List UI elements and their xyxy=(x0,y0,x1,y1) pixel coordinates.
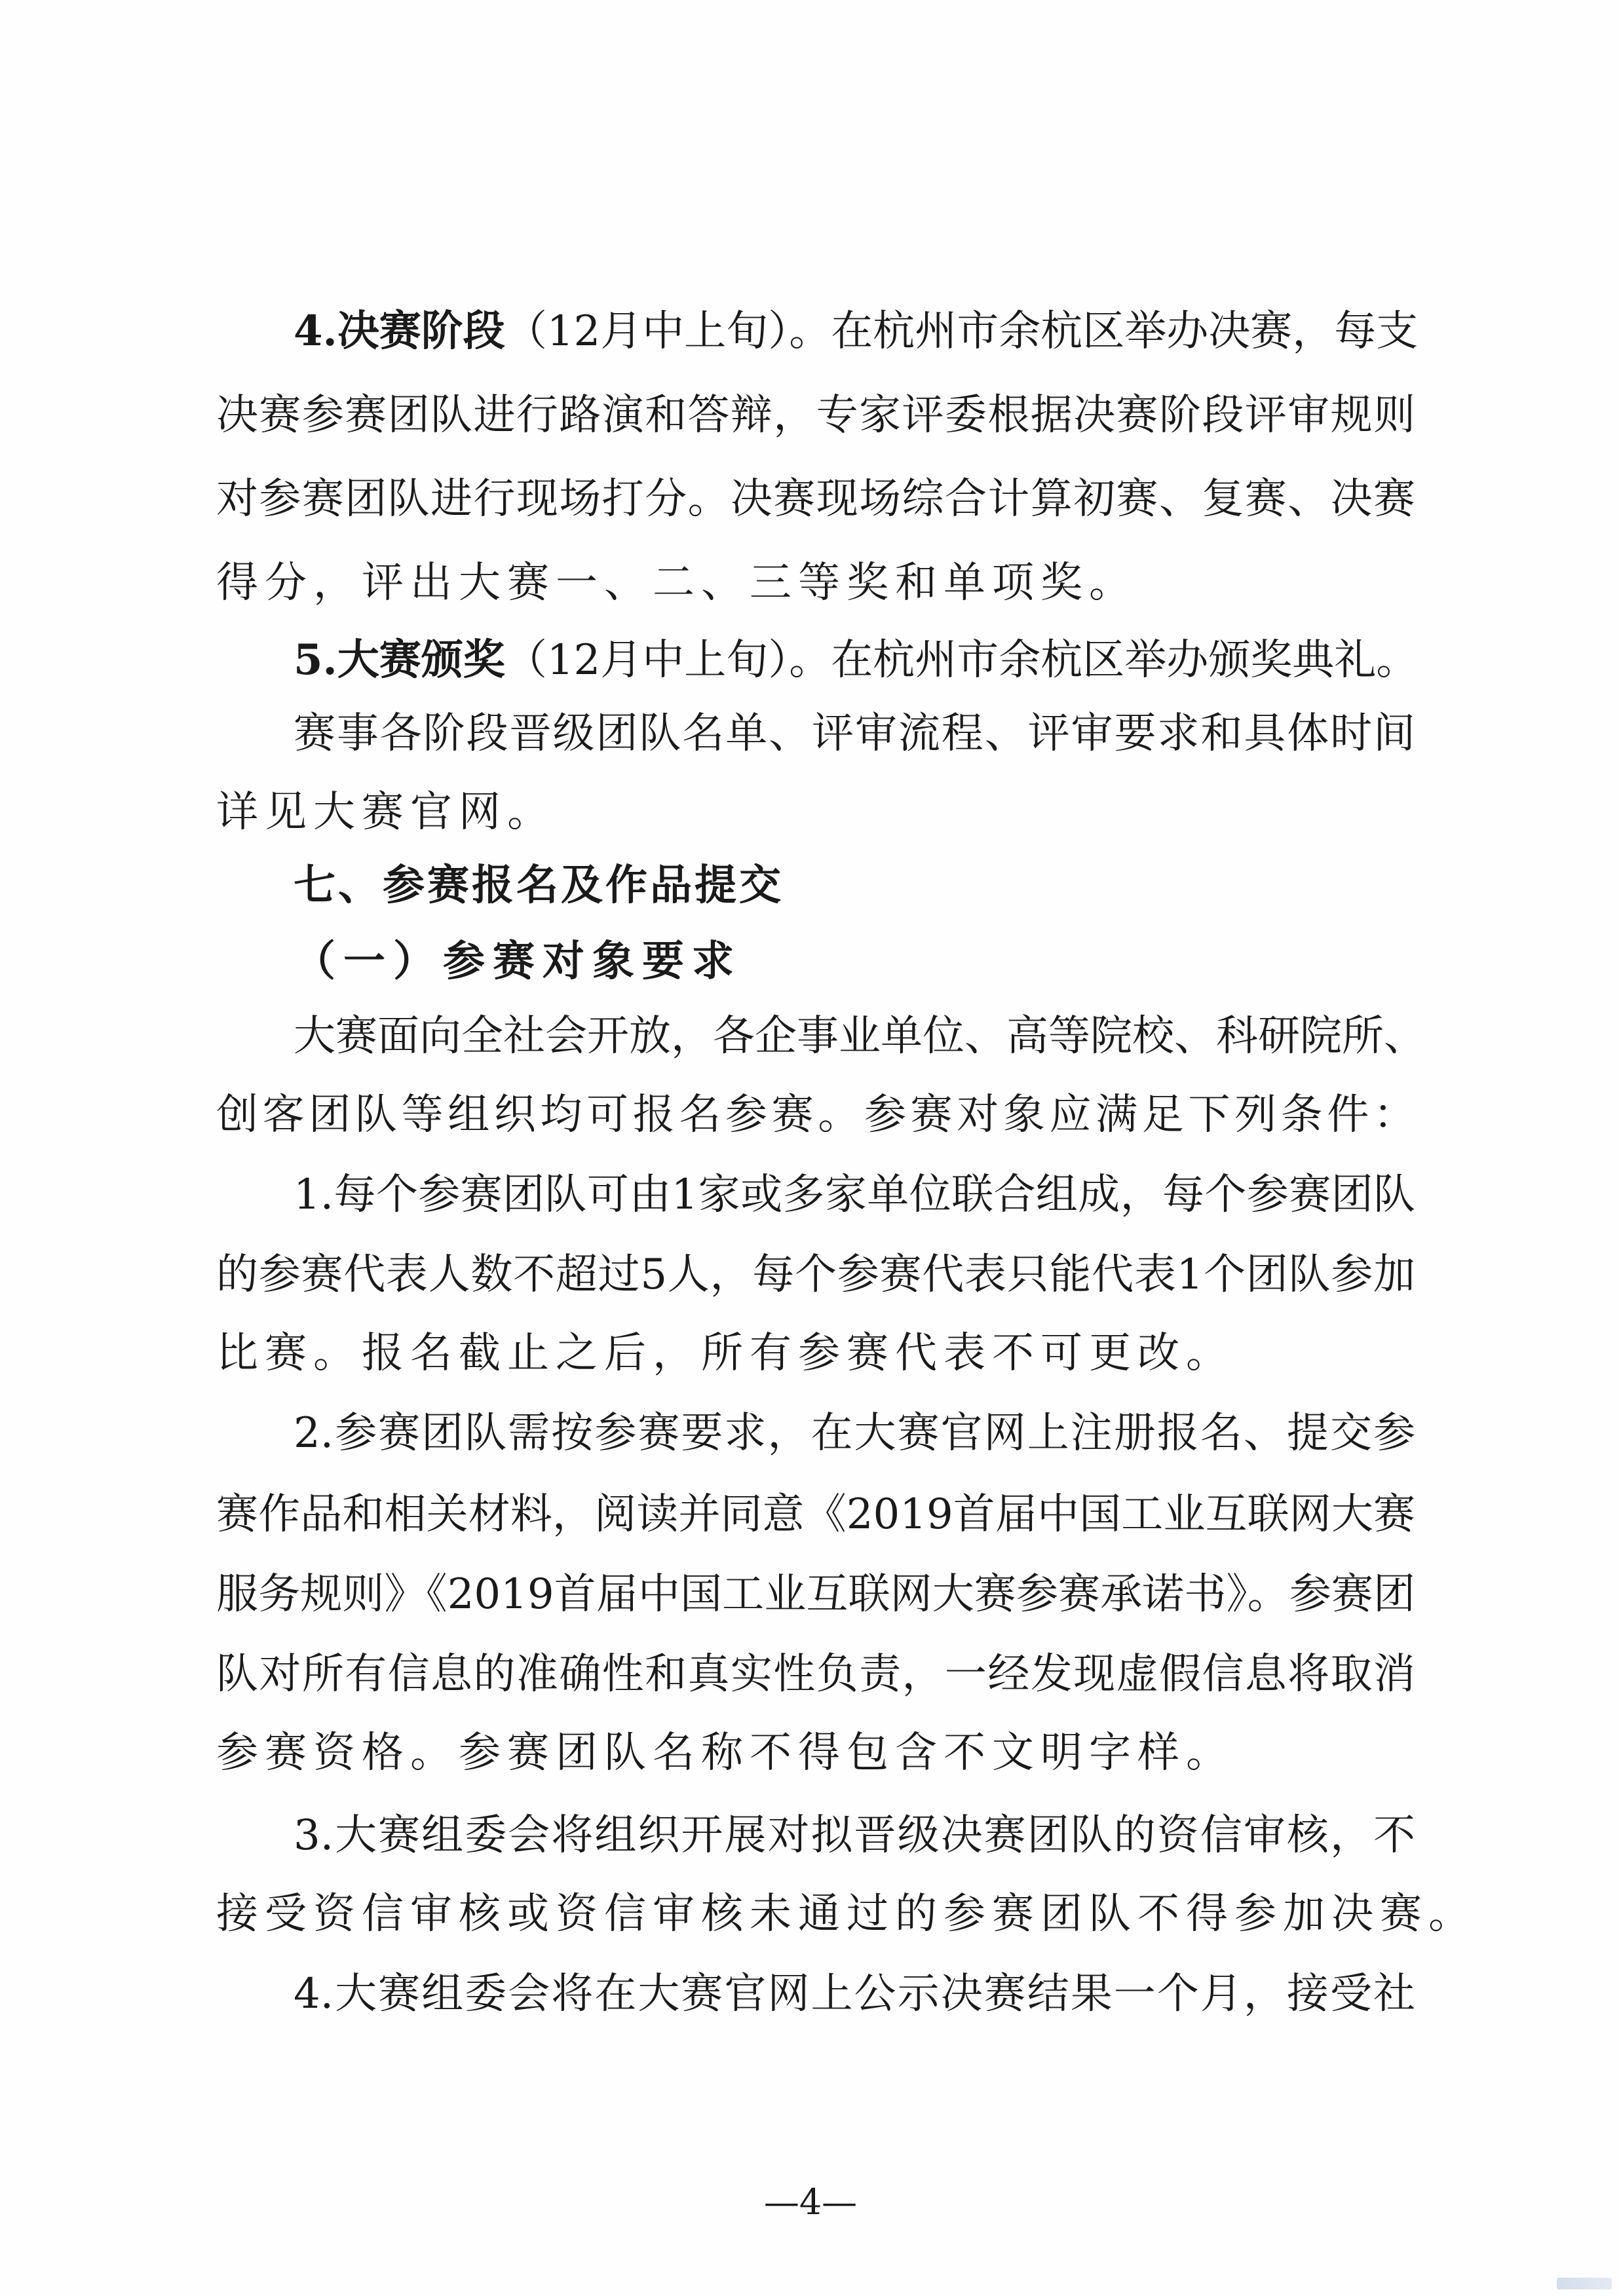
line-text: （12月中上旬）。在杭州市余杭区举办决赛，每支 xyxy=(505,307,1419,356)
paragraph-line: 决赛参赛团队进行路演和答辩，专家评委根据决赛阶段评审规则 xyxy=(216,391,1415,440)
paragraph-line xyxy=(294,305,1419,358)
paragraph-line: 队对所有信息的准确性和真实性负责，一经发现虚假信息将取消 xyxy=(216,1650,1415,1699)
paragraph-line: 详见大赛官网。 xyxy=(216,788,556,837)
paragraph-line xyxy=(294,634,1419,687)
bold-lead: 4.决赛阶段 xyxy=(294,307,505,356)
paragraph-line: 1.每个参赛团队可由1家或多家单位联合组成，每个参赛团队 xyxy=(294,1171,1415,1219)
paragraph-line: 比赛。报名截止之后，所有参赛代表不可更改。 xyxy=(216,1329,1234,1378)
paragraph-line: 赛事各阶段晋级团队名单、评审流程、评审要求和具体时间 xyxy=(294,709,1415,758)
paragraph-line: 对参赛团队进行现场打分。决赛现场综合计算初赛、复赛、决赛 xyxy=(216,475,1415,523)
page-number: —4— xyxy=(763,2181,858,2223)
paragraph-line: 大赛面向全社会开放，各企事业单位、高等院校、科研院所、 xyxy=(294,1012,1426,1061)
paragraph-line: 3.大赛组委会将组织开展对拟晋级决赛团队的资信审核，不 xyxy=(294,1811,1415,1860)
paragraph-line: 参赛资格。参赛团队名称不得包含不文明字样。 xyxy=(216,1729,1234,1777)
paragraph-line: 得分，评出大赛一、二、三等奖和单项奖。 xyxy=(216,559,1137,607)
bold-lead: 5.大赛颁奖 xyxy=(294,635,505,685)
paragraph-line: 接受资信审核或资信审核未通过的参赛团队不得参加决赛。 xyxy=(216,1890,1477,1938)
paragraph-line: 创客团队等组织均可报名参赛。参赛对象应满足下列条件： xyxy=(216,1091,1415,1139)
paragraph-line: 2.参赛团队需按参赛要求，在大赛官网上注册报名、提交参 xyxy=(294,1409,1415,1458)
subsection-heading: （一）参赛对象要求 xyxy=(294,937,742,986)
line-text: （12月中上旬）。在杭州市余杭区举办颁奖典礼。 xyxy=(505,636,1419,685)
paragraph-line: 赛作品和相关材料，阅读并同意《2019首届中国工业互联网大赛 xyxy=(216,1490,1415,1539)
section-heading: 七、参赛报名及作品提交 xyxy=(294,861,784,910)
paragraph-line: 4.大赛组委会将在大赛官网上公示决赛结果一个月，接受社 xyxy=(294,1970,1415,2018)
watermark-stamp xyxy=(1557,2278,1612,2289)
paragraph-line: 的参赛代表人数不超过5人，每个参赛代表只能代表1个团队参加 xyxy=(216,1251,1415,1299)
paragraph-line: 服务规则》《2019首届中国工业互联网大赛参赛承诺书》。参赛团 xyxy=(216,1570,1415,1619)
